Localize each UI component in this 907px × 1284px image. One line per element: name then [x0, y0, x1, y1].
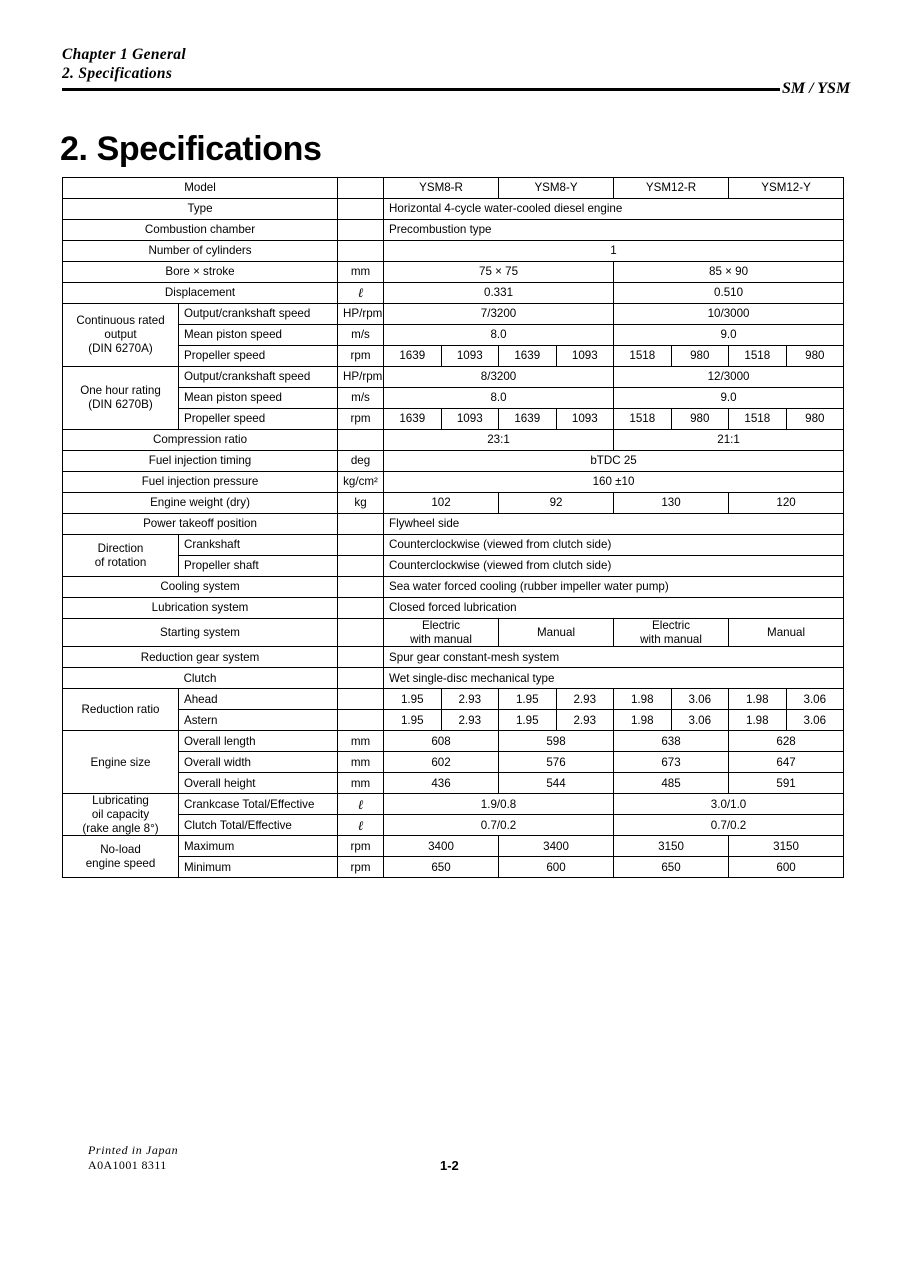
- no-load-max-ysm12y: 3150: [729, 836, 844, 857]
- group-line-2: (DIN 6270B): [88, 398, 153, 411]
- group-label-continuous-rated-output: [63, 304, 179, 367]
- row-value-number-of-cylinders: 1: [384, 241, 844, 262]
- header-rule: [62, 88, 780, 91]
- no-load-max-ysm8r: 3400: [384, 836, 499, 857]
- ohr-output-speed-ysm12: 12/3000: [614, 367, 844, 388]
- reduction-ratio-ahead-c8: 3.06: [786, 689, 844, 710]
- row-label-no-load-min: Minimum: [179, 857, 338, 878]
- reduction-ratio-astern-c6: 3.06: [671, 710, 729, 731]
- row-unit-bore-stroke: mm: [338, 262, 384, 283]
- crankcase-oil-ysm8: 1.9/0.8: [384, 794, 614, 815]
- table-row-cro-piston-speed: [63, 325, 844, 346]
- starting-system-ysm12r: [614, 619, 729, 647]
- row-label-direction-crankshaft: Crankshaft: [179, 535, 338, 556]
- group-line-2: engine speed: [85, 856, 156, 870]
- reduction-ratio-astern-c4: 2.93: [556, 710, 614, 731]
- cro-propeller-speed-c2: 1093: [441, 346, 499, 367]
- cro-piston-speed-ysm8: 8.0: [384, 325, 614, 346]
- reduction-ratio-astern-c8: 3.06: [786, 710, 844, 731]
- row-label-ohr-propeller-speed: Propeller speed: [179, 409, 338, 430]
- cro-output-speed-ysm12: 10/3000: [614, 304, 844, 325]
- row-unit-no-load-min: rpm: [338, 857, 384, 878]
- table-row-no-load-max: [63, 836, 844, 857]
- model-col-ysm8r: YSM8-R: [384, 178, 499, 199]
- cro-propeller-speed-c6: 980: [671, 346, 729, 367]
- overall-height-ysm12y: 591: [729, 773, 844, 794]
- row-label-compression-ratio: Compression ratio: [63, 430, 338, 451]
- model-col-ysm12r: YSM12-R: [614, 178, 729, 199]
- group-line-3: (DIN 6270A): [88, 341, 153, 355]
- overall-length-ysm8r: 608: [384, 731, 499, 752]
- cro-propeller-speed-c8: 980: [786, 346, 844, 367]
- row-label-ohr-output-speed: Output/crankshaft speed: [179, 367, 338, 388]
- reduction-ratio-ahead-c1: 1.95: [384, 689, 442, 710]
- reduction-ratio-ahead-c5: 1.98: [614, 689, 672, 710]
- reduction-ratio-astern-c3: 1.95: [499, 710, 557, 731]
- group-label-one-hour-rating: [63, 367, 179, 430]
- cro-output-speed-ysm8: 7/3200: [384, 304, 614, 325]
- row-label-fuel-injection-timing: Fuel injection timing: [63, 451, 338, 472]
- manual-code: SM / YSM: [782, 80, 851, 97]
- row-unit-overall-length: mm: [338, 731, 384, 752]
- row-unit-fuel-injection-pressure: kg/cm²: [338, 472, 384, 493]
- table-row-fuel-injection-pressure: [63, 472, 844, 493]
- displacement-ysm8: 0.331: [384, 283, 614, 304]
- group-line-2: oil capacity: [91, 808, 150, 822]
- row-unit-cro-output-speed: HP/rpm: [338, 304, 384, 325]
- table-row-clutch-oil: [63, 815, 844, 836]
- group-line-1: Continuous rated: [76, 314, 165, 328]
- table-row-fuel-injection-timing: [63, 451, 844, 472]
- row-unit-reduction-ratio-ahead: [338, 689, 384, 710]
- table-row-power-takeoff: [63, 514, 844, 535]
- group-line-1: No-load: [100, 843, 141, 857]
- reduction-ratio-ahead-c7: 1.98: [729, 689, 787, 710]
- row-label-crankcase-oil: Crankcase Total/Effective: [179, 794, 338, 815]
- overall-length-ysm12y: 628: [729, 731, 844, 752]
- table-row-cro-propeller-speed: [63, 346, 844, 367]
- cro-propeller-speed-c3: 1639: [499, 346, 557, 367]
- group-label-lubricating-oil-capacity: [63, 794, 179, 836]
- group-label-direction-of-rotation: [63, 535, 179, 577]
- row-label-type: Type: [63, 199, 338, 220]
- row-value-fuel-injection-pressure: 160 ±10: [384, 472, 844, 493]
- row-unit-ohr-output-speed: HP/rpm: [338, 367, 384, 388]
- no-load-max-ysm12r: 3150: [614, 836, 729, 857]
- ohr-piston-speed-ysm8: 8.0: [384, 388, 614, 409]
- no-load-min-ysm8y: 600: [499, 857, 614, 878]
- row-value-direction-crankshaft: Counterclockwise (viewed from clutch side): [384, 535, 844, 556]
- row-label-reduction-gear-system: Reduction gear system: [63, 647, 338, 668]
- overall-height-ysm8r: 436: [384, 773, 499, 794]
- row-unit-reduction-ratio-astern: [338, 710, 384, 731]
- ohr-propeller-speed-c3: 1639: [499, 409, 557, 430]
- reduction-ratio-ahead-c4: 2.93: [556, 689, 614, 710]
- table-row-overall-width: [63, 752, 844, 773]
- row-label-number-of-cylinders: Number of cylinders: [63, 241, 338, 262]
- row-value-cooling-system: Sea water forced cooling (rubber impeller water pump): [384, 577, 844, 598]
- overall-height-ysm8y: 544: [499, 773, 614, 794]
- crankcase-oil-ysm12: 3.0/1.0: [614, 794, 844, 815]
- table-row-ohr-piston-speed: [63, 388, 844, 409]
- row-unit-clutch-oil: ℓ: [338, 815, 384, 836]
- section-label: 2. Specifications: [62, 65, 173, 82]
- chapter-heading: [62, 45, 186, 83]
- row-unit-cro-propeller-speed: rpm: [338, 346, 384, 367]
- ohr-propeller-speed-c5: 1518: [614, 409, 672, 430]
- engine-weight-ysm8y: 92: [499, 493, 614, 514]
- row-label-overall-length: Overall length: [179, 731, 338, 752]
- table-row-reduction-ratio-ahead: [63, 689, 844, 710]
- row-label-reduction-ratio-astern: Astern: [179, 710, 338, 731]
- group-label-engine-size: Engine size: [63, 731, 179, 794]
- row-label-reduction-ratio-ahead: Ahead: [179, 689, 338, 710]
- row-label-displacement: Displacement: [63, 283, 338, 304]
- reduction-ratio-ahead-c3: 1.95: [499, 689, 557, 710]
- group-line-1: Direction: [97, 541, 144, 555]
- row-unit-ohr-piston-speed: m/s: [338, 388, 384, 409]
- ohr-propeller-speed-c8: 980: [786, 409, 844, 430]
- overall-width-ysm8r: 602: [384, 752, 499, 773]
- group-line-2: of rotation: [94, 555, 147, 569]
- row-label-cro-piston-speed: Mean piston speed: [179, 325, 338, 346]
- compression-ratio-ysm12: 21:1: [614, 430, 844, 451]
- overall-height-ysm12r: 485: [614, 773, 729, 794]
- row-value-lubrication-system: Closed forced lubrication: [384, 598, 844, 619]
- table-row-overall-height: [63, 773, 844, 794]
- reduction-ratio-ahead-c2: 2.93: [441, 689, 499, 710]
- specifications-table: [62, 177, 844, 878]
- row-unit-starting-system: [338, 619, 384, 647]
- row-value-combustion-chamber: Precombustion type: [384, 220, 844, 241]
- engine-weight-ysm12r: 130: [614, 493, 729, 514]
- starting-system-ysm8r-line1: Electric: [422, 619, 461, 632]
- row-unit-reduction-gear-system: [338, 647, 384, 668]
- reduction-ratio-astern-c2: 2.93: [441, 710, 499, 731]
- table-row-combustion-chamber: [63, 220, 844, 241]
- chapter-label: Chapter 1 General: [62, 46, 186, 63]
- table-row-bore-stroke: [63, 262, 844, 283]
- row-value-reduction-gear-system: Spur gear constant-mesh system: [384, 647, 844, 668]
- model-col-ysm12y: YSM12-Y: [729, 178, 844, 199]
- starting-system-ysm12r-line2: with manual: [640, 632, 702, 646]
- row-label-cro-propeller-speed: Propeller speed: [179, 346, 338, 367]
- cro-propeller-speed-c1: 1639: [384, 346, 442, 367]
- row-unit-no-load-max: rpm: [338, 836, 384, 857]
- printed-in-label: Printed in Japan: [88, 1143, 179, 1157]
- engine-weight-ysm8r: 102: [384, 493, 499, 514]
- bore-stroke-ysm8: 75 × 75: [384, 262, 614, 283]
- row-unit-cooling-system: [338, 577, 384, 598]
- table-row-number-of-cylinders: [63, 241, 844, 262]
- overall-width-ysm12y: 647: [729, 752, 844, 773]
- table-row-ohr-output-speed: [63, 367, 844, 388]
- row-unit-direction-propeller-shaft: [338, 556, 384, 577]
- row-value-fuel-injection-timing: bTDC 25: [384, 451, 844, 472]
- table-row-type: [63, 199, 844, 220]
- row-unit-compression-ratio: [338, 430, 384, 451]
- page-number: 1-2: [440, 1158, 459, 1173]
- table-row-displacement: [63, 283, 844, 304]
- row-label-fuel-injection-pressure: Fuel injection pressure: [63, 472, 338, 493]
- starting-system-ysm8r: [384, 619, 499, 647]
- row-label-starting-system: Starting system: [63, 619, 338, 647]
- table-row-clutch: [63, 668, 844, 689]
- ohr-output-speed-ysm8: 8/3200: [384, 367, 614, 388]
- row-label-overall-height: Overall height: [179, 773, 338, 794]
- row-unit-combustion-chamber: [338, 220, 384, 241]
- row-label-cooling-system: Cooling system: [63, 577, 338, 598]
- table-row-direction-propeller-shaft: [63, 556, 844, 577]
- group-line-3: (rake angle 8°): [82, 821, 159, 835]
- row-unit-fuel-injection-timing: deg: [338, 451, 384, 472]
- reduction-ratio-astern-c7: 1.98: [729, 710, 787, 731]
- row-label-power-takeoff: Power takeoff position: [63, 514, 338, 535]
- no-load-min-ysm12y: 600: [729, 857, 844, 878]
- clutch-oil-ysm12: 0.7/0.2: [614, 815, 844, 836]
- row-unit-overall-width: mm: [338, 752, 384, 773]
- row-label-ohr-piston-speed: Mean piston speed: [179, 388, 338, 409]
- row-value-type: Horizontal 4-cycle water-cooled diesel engine: [384, 199, 844, 220]
- table-row-no-load-min: [63, 857, 844, 878]
- model-col-ysm8y: YSM8-Y: [499, 178, 614, 199]
- ohr-propeller-speed-c7: 1518: [729, 409, 787, 430]
- row-unit-power-takeoff: [338, 514, 384, 535]
- group-line-1: One hour rating: [80, 384, 161, 398]
- row-label-lubrication-system: Lubrication system: [63, 598, 338, 619]
- table-row-lubrication-system: [63, 598, 844, 619]
- ohr-propeller-speed-c1: 1639: [384, 409, 442, 430]
- document-code: A0A1001 8311: [88, 1158, 167, 1172]
- overall-length-ysm8y: 598: [499, 731, 614, 752]
- no-load-min-ysm12r: 650: [614, 857, 729, 878]
- table-row-engine-weight: [63, 493, 844, 514]
- engine-weight-ysm12y: 120: [729, 493, 844, 514]
- group-label-reduction-ratio: Reduction ratio: [63, 689, 179, 731]
- reduction-ratio-ahead-c6: 3.06: [671, 689, 729, 710]
- starting-system-ysm8y: Manual: [499, 619, 614, 647]
- row-unit-overall-height: mm: [338, 773, 384, 794]
- row-unit-ohr-propeller-speed: rpm: [338, 409, 384, 430]
- row-label-model: Model: [63, 178, 338, 199]
- no-load-max-ysm8y: 3400: [499, 836, 614, 857]
- cro-propeller-speed-c5: 1518: [614, 346, 672, 367]
- ohr-propeller-speed-c4: 1093: [556, 409, 614, 430]
- starting-system-ysm12r-line1: Electric: [652, 619, 691, 632]
- row-label-no-load-max: Maximum: [179, 836, 338, 857]
- table-row-starting-system: [63, 619, 844, 647]
- group-line-1: Lubricating: [92, 794, 149, 808]
- row-unit-number-of-cylinders: [338, 241, 384, 262]
- row-unit-type: [338, 199, 384, 220]
- displacement-ysm12: 0.510: [614, 283, 844, 304]
- row-unit-crankcase-oil: ℓ: [338, 794, 384, 815]
- row-label-overall-width: Overall width: [179, 752, 338, 773]
- footer-imprint: [88, 1143, 178, 1173]
- row-unit-engine-weight: kg: [338, 493, 384, 514]
- cro-piston-speed-ysm12: 9.0: [614, 325, 844, 346]
- bore-stroke-ysm12: 85 × 90: [614, 262, 844, 283]
- reduction-ratio-astern-c1: 1.95: [384, 710, 442, 731]
- overall-width-ysm8y: 576: [499, 752, 614, 773]
- table-row-cooling-system: [63, 577, 844, 598]
- row-label-bore-stroke: Bore × stroke: [63, 262, 338, 283]
- table-row-reduction-gear-system: [63, 647, 844, 668]
- row-unit-cro-piston-speed: m/s: [338, 325, 384, 346]
- row-unit-clutch: [338, 668, 384, 689]
- cro-propeller-speed-c7: 1518: [729, 346, 787, 367]
- row-value-power-takeoff: Flywheel side: [384, 514, 844, 535]
- overall-width-ysm12r: 673: [614, 752, 729, 773]
- row-unit-displacement: ℓ: [338, 283, 384, 304]
- starting-system-ysm12y: Manual: [729, 619, 844, 647]
- clutch-oil-ysm8: 0.7/0.2: [384, 815, 614, 836]
- table-row-crankcase-oil: [63, 794, 844, 815]
- row-unit-direction-crankshaft: [338, 535, 384, 556]
- row-label-engine-weight: Engine weight (dry): [63, 493, 338, 514]
- row-label-clutch: Clutch: [63, 668, 338, 689]
- row-label-clutch-oil: Clutch Total/Effective: [179, 815, 338, 836]
- ohr-propeller-speed-c2: 1093: [441, 409, 499, 430]
- group-label-no-load-engine-speed: [63, 836, 179, 878]
- row-unit-model: [338, 178, 384, 199]
- compression-ratio-ysm8: 23:1: [384, 430, 614, 451]
- starting-system-ysm8r-line2: with manual: [410, 632, 472, 646]
- table-row-cro-output-speed: [63, 304, 844, 325]
- row-label-direction-propeller-shaft: Propeller shaft: [179, 556, 338, 577]
- table-row-reduction-ratio-astern: [63, 710, 844, 731]
- cro-propeller-speed-c4: 1093: [556, 346, 614, 367]
- table-row-overall-length: [63, 731, 844, 752]
- reduction-ratio-astern-c5: 1.98: [614, 710, 672, 731]
- row-label-cro-output-speed: Output/crankshaft speed: [179, 304, 338, 325]
- row-unit-lubrication-system: [338, 598, 384, 619]
- table-row-model: [63, 178, 844, 199]
- ohr-propeller-speed-c6: 980: [671, 409, 729, 430]
- row-value-clutch: Wet single-disc mechanical type: [384, 668, 844, 689]
- page-title: 2. Specifications: [60, 129, 322, 168]
- row-label-combustion-chamber: Combustion chamber: [63, 220, 338, 241]
- table-row-ohr-propeller-speed: [63, 409, 844, 430]
- overall-length-ysm12r: 638: [614, 731, 729, 752]
- table-row-compression-ratio: [63, 430, 844, 451]
- row-value-direction-propeller-shaft: Counterclockwise (viewed from clutch side): [384, 556, 844, 577]
- table-row-direction-crankshaft: [63, 535, 844, 556]
- group-line-2: output: [104, 328, 137, 342]
- no-load-min-ysm8r: 650: [384, 857, 499, 878]
- ohr-piston-speed-ysm12: 9.0: [614, 388, 844, 409]
